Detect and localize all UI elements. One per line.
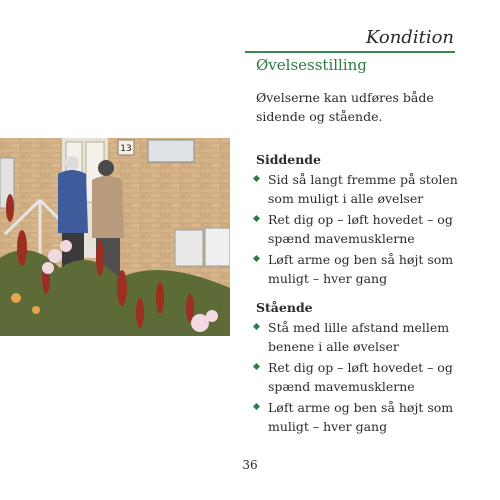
list-item: Løft arme og ben så højt som muligt – hver gang xyxy=(254,250,459,288)
list-item: Ret dig op – løft hovedet – og spænd mavemusklerne xyxy=(254,210,459,248)
list-item: Løft arme og ben så højt som muligt – hver gang xyxy=(254,398,459,436)
header-divider xyxy=(245,51,455,53)
standing-list xyxy=(254,318,459,438)
sitting-heading: Siddende xyxy=(256,152,321,167)
list-item: Ret dig op – løft hovedet – og spænd mavemusklerne xyxy=(254,358,459,396)
intro-text: Øvelserne kan udføres både sidende og stående. xyxy=(256,90,434,124)
diamond-bullet-icon xyxy=(253,255,260,262)
diamond-bullet-icon xyxy=(253,363,260,370)
list-item: Sid så langt fremme på stolen som muligt i alle øvelser xyxy=(254,170,459,208)
diamond-bullet-icon xyxy=(253,323,260,330)
house-number: 13 xyxy=(120,144,132,154)
diamond-bullet-icon xyxy=(253,215,260,222)
list-item: Stå med lille afstand mellem benene i alle øvelser xyxy=(254,318,459,356)
page-number: 36 xyxy=(242,458,258,472)
sitting-list xyxy=(254,170,459,290)
section-heading: Øvelsesstilling xyxy=(256,56,367,74)
photo-couple-on-steps xyxy=(0,138,230,336)
diamond-bullet-icon xyxy=(253,175,260,182)
standing-heading: Stående xyxy=(256,300,313,315)
diamond-bullet-icon xyxy=(253,403,260,410)
page-header-title: Kondition xyxy=(365,27,454,48)
